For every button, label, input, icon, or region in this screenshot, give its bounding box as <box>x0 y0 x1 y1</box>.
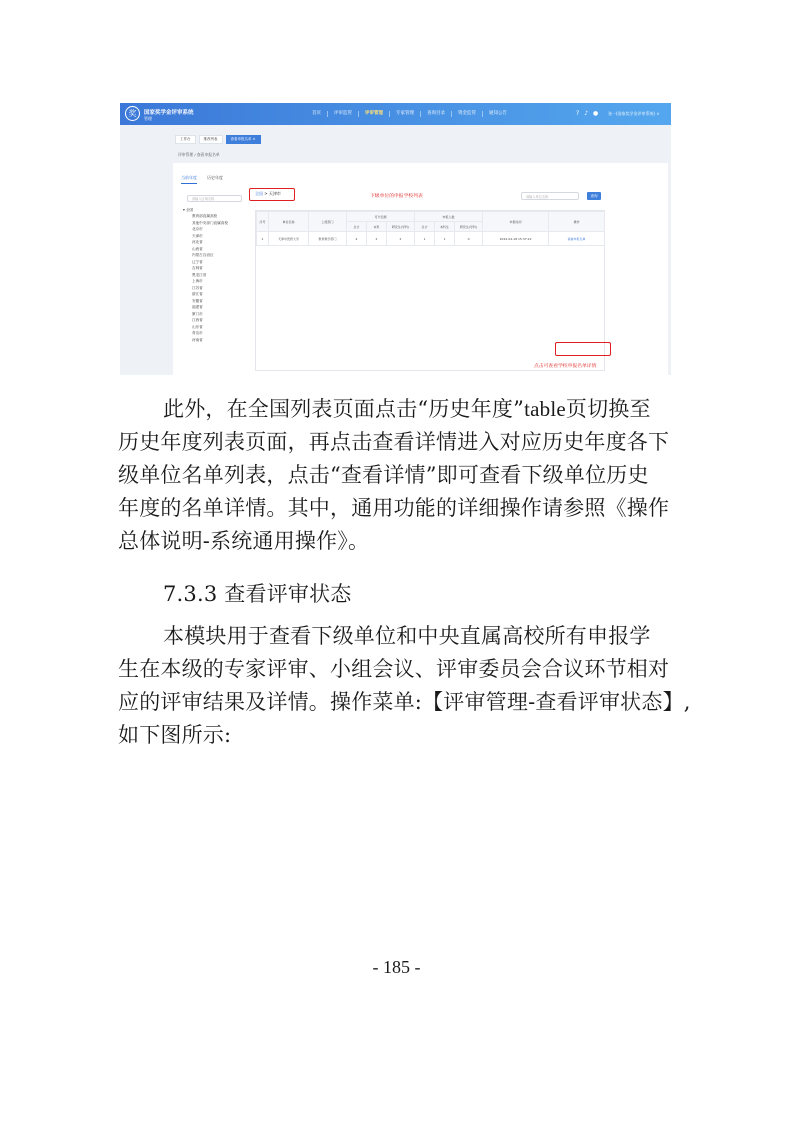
paragraph-line: 年度的名单详情。其中，通用功能的详细操作请参照《操作 <box>118 496 670 520</box>
paragraph-line: 如下图所示: <box>118 723 232 747</box>
tab-history-year[interactable]: 历史年度 <box>207 175 223 180</box>
action-highlight <box>555 342 611 356</box>
col-quota-grad: 研究生(学科) <box>387 222 415 232</box>
tree-item[interactable]: 教育部直属高校 <box>192 214 218 218</box>
tree-item[interactable]: 江苏省 <box>192 285 203 290</box>
tree-item[interactable]: 吉林省 <box>192 266 203 270</box>
tree-item[interactable]: 其他中央部门直属高校 <box>192 220 228 225</box>
cell-action <box>549 232 605 246</box>
chevron-down-icon[interactable]: ∨ <box>656 111 660 116</box>
cell-unit-name: 天津中医药大学 <box>269 232 309 246</box>
region-path-current: 天津市 <box>268 191 281 196</box>
paragraph-latin-word: table <box>524 397 566 421</box>
col-apply-grad: 研究生(学科) <box>455 222 483 232</box>
paragraph-line: 此外，在全国列表页面点击“历史年度”table页切换至 <box>163 397 651 421</box>
table-row <box>257 232 605 246</box>
cell-apply-undergrad: 1 <box>435 232 455 246</box>
annotation-school-list: 下级单位的申报学校列表 <box>370 194 423 199</box>
cell-apply-grad: 0 <box>455 232 483 246</box>
cell-quota-undergrad: 2 <box>367 232 387 246</box>
region-search-input[interactable]: 请输入区域名称 <box>187 195 242 202</box>
cell-quota-grad: 2 <box>387 232 415 246</box>
col-quota-total: 总计 <box>347 222 367 232</box>
year-tabs <box>181 175 223 184</box>
region-tree <box>183 207 228 343</box>
paragraph-line: 生在本级的专家评审、小组会议、评审委员会合议环节相对 <box>118 657 670 681</box>
nav-item-review-supervision[interactable]: 评审监管 <box>328 111 359 117</box>
col-index: 序号 <box>257 212 269 232</box>
page-tabs <box>175 133 671 145</box>
paragraph-line: 本模块用于查看下级单位和中央直属高校所有申报学 <box>163 624 651 648</box>
tree-item[interactable]: 天津市 <box>192 233 203 238</box>
logo-icon: 奖 <box>125 106 140 121</box>
nav-item-home[interactable]: 首页 <box>306 111 328 117</box>
bell-icon[interactable]: ♪ <box>584 110 589 117</box>
col-parent-dept: 上级部门 <box>309 212 347 232</box>
cell-apply-time: 2022-04-18 15:37:22 <box>483 232 549 246</box>
col-apply-undergrad: 本科生 <box>435 222 455 232</box>
user-name[interactable]: 张一(国家奖学金评审系统) ∨ <box>608 111 660 116</box>
search-button[interactable]: 查询 <box>587 192 601 200</box>
tree-item[interactable]: 河北省 <box>192 240 203 244</box>
cell-index: 1 <box>257 232 269 246</box>
tab-workbench[interactable]: 工作台 <box>175 135 196 144</box>
paragraph-line: 总体说明-系统通用操作》。 <box>118 529 370 553</box>
help-icon[interactable]: ? <box>576 110 580 117</box>
embedded-screenshot <box>120 103 671 375</box>
tree-item[interactable]: 厦门市 <box>192 311 203 316</box>
breadcrumb: 评审管理 / 查看申报名单 <box>178 152 220 157</box>
col-quota-undergrad: 本科 <box>367 222 387 232</box>
paragraph-line: 历史年度列表页面，再点击查看详情进入对应历史年度各下 <box>118 430 670 454</box>
tree-item[interactable]: 河南省 <box>192 337 203 342</box>
system-title: 国家奖学金评审系统 <box>144 110 194 116</box>
top-icons <box>576 110 598 117</box>
tree-item[interactable]: 内蒙古自治区 <box>192 253 214 257</box>
tree-item[interactable]: 山东省 <box>192 324 203 329</box>
system-subtitle: 管理 <box>144 116 152 121</box>
region-path-highlight <box>249 188 295 201</box>
top-bar <box>120 103 671 125</box>
nav-item-query-catalog[interactable]: 查询目录 <box>421 111 452 117</box>
section-heading: 7.3.3 查看评审状态 <box>163 582 352 606</box>
col-group-quota: 可分名额 <box>347 212 415 222</box>
page-number: - 185 - <box>372 957 421 977</box>
user-icon[interactable]: ● <box>593 110 599 117</box>
tab-recommend-list[interactable]: 推荐列表 <box>199 135 223 144</box>
col-apply-time: 申报时间 <box>483 212 549 232</box>
tree-item[interactable]: 山西省 <box>192 246 203 251</box>
col-action: 操作 <box>549 212 605 232</box>
annotation-click-detail: 点击可查看学校申报名单详情 <box>534 364 597 369</box>
tree-item[interactable]: 北京市 <box>192 227 203 231</box>
tab-current-year[interactable]: 当前年度 <box>181 175 197 184</box>
tree-item[interactable]: 青岛市 <box>192 331 203 335</box>
cell-quota-total: 4 <box>347 232 367 246</box>
region-path-root-link[interactable]: 全国 <box>255 191 263 196</box>
tree-item[interactable]: 辽宁省 <box>192 259 203 264</box>
tree-item[interactable]: 浙江省 <box>192 292 203 296</box>
unit-search-input[interactable]: 请输入单位名称 <box>521 192 579 200</box>
tree-item[interactable]: 福建省 <box>192 305 203 309</box>
tree-item[interactable]: 江西省 <box>192 318 203 322</box>
cell-apply-total: 1 <box>415 232 435 246</box>
paragraph-line: 应的评审结果及详情。操作菜单:【评审管理-查看评审状态】, <box>118 690 691 714</box>
nav-item-review-management[interactable]: 评审管理 <box>359 111 390 117</box>
tree-item[interactable]: 上海市 <box>192 279 203 283</box>
tree-item[interactable]: 黑龙江省 <box>192 272 207 277</box>
cell-parent-dept: 教育教学部门 <box>309 232 347 246</box>
school-table <box>255 210 605 371</box>
tab-view-applicants[interactable]: 查看申报名单 × <box>226 135 261 144</box>
col-apply-total: 总计 <box>415 222 435 232</box>
region-path-separator: > <box>263 191 269 196</box>
tree-item[interactable]: 安徽省 <box>192 298 203 303</box>
col-unit-name: 单位名称 <box>269 212 309 232</box>
nav-item-fund-supervision[interactable]: 资金监管 <box>452 111 483 117</box>
nav-item-notices[interactable]: 通知公告 <box>489 111 507 116</box>
top-nav <box>306 111 513 117</box>
view-applicants-link[interactable]: 查看申报名单 <box>567 236 586 241</box>
col-group-applicants: 申报人数 <box>415 212 483 222</box>
nav-item-expert-management[interactable]: 专家管理 <box>390 111 421 117</box>
paragraph-line: 级单位名单列表，点击“查看详情”即可查看下级单位历史 <box>118 463 649 487</box>
tree-root[interactable]: ▾ 全国 <box>183 208 194 212</box>
